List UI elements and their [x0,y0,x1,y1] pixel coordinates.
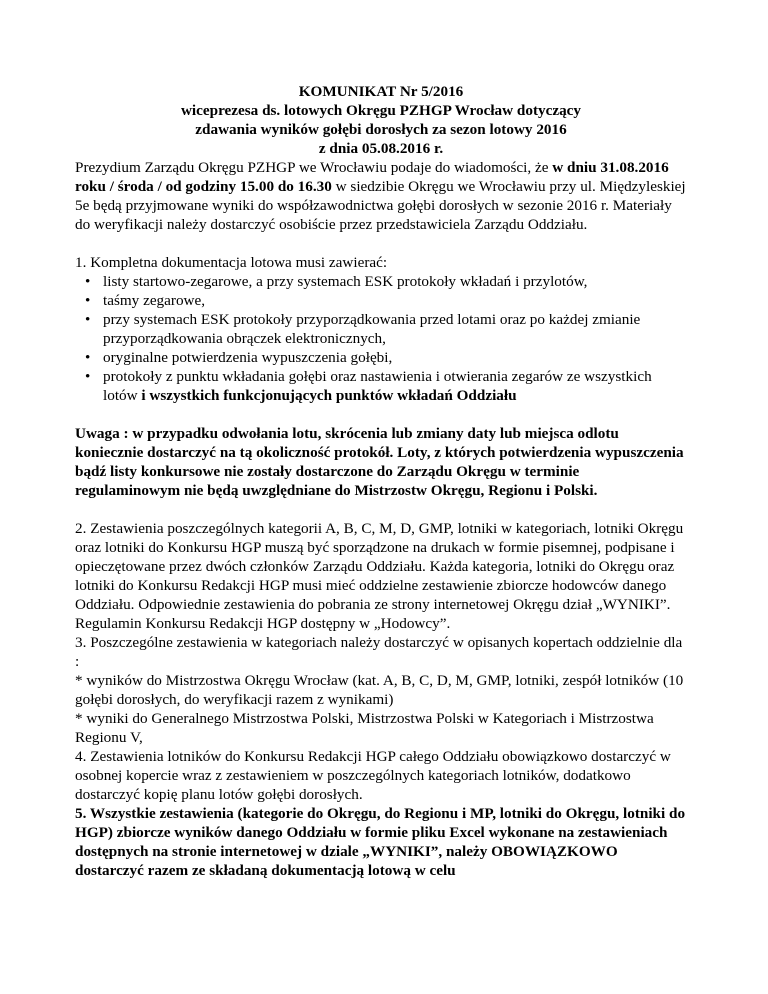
section-5-text: 5. Wszystkie zestawienia (kategorie do Okręgu, do Regionu i MP, lotniki do Okręgu, lotniki do HGP) zbiorcze wyników danego Oddziału w formie pliku Excel wykonane na zestawieniach dostępnych na stronie internetowej w dziale „WYNIKI”, należy OBOWIĄZKOWO dostarczyć razem ze składaną dokumentacją lotową w celu [75,805,686,879]
section-3-item-2: * wyniki do Generalnego Mistrzostwa Polski, Mistrzostwa Polski w Kategoriach i Mistrzostwa Regionu V, [75,710,654,746]
section-5-paragraph [75,804,687,880]
section-3-heading: 3. Poszczególne zestawienia w kategoriach należy dostarczyć w opisanych kopertach oddzielnie dla : [75,634,683,670]
title-line-3: zdawania wyników gołębi dorosłych za sezon lotowy 2016 [195,121,567,138]
section-2-paragraph: 2. Zestawienia poszczególnych kategorii A, B, C, M, D, GMP, lotniki w kategoriach, lotniki Okręgu oraz lotniki do Konkursu HGP muszą być sporządzone na drukach w formie pisemnej, podpisane i opieczętowane przez dwóch członków Zarządu Oddziału. Każda kategoria, lotniki do Okręgu oraz lotniki do Konkursu Redakcji HGP musi mieć oddzielne zestawienie zbiorcze hodowców danego Oddziału. Odpowiednie zestawienia do pobrania ze strony internetowej Okręgu dział „WYNIKI”. Regulamin Konkursu Redakcji HGP dostępny w „Hodowcy”. [75,520,684,632]
section-4-paragraph: 4. Zestawienia lotników do Konkursu Redakcji HGP całego Oddziału obowiązkowo dostarczyć w osobnej kopercie wraz z zestawieniem w poszczególnych kategoriach lotników, dodatkowo dostarczyć kopię planu lotów gołębi dorosłych. [75,748,671,803]
intro-date-bold: w dniu 31.08.2016 roku / środa / od godziny 15.00 do 16.30 [75,159,669,195]
list-item-text: protokoły z punktu wkładania gołębi oraz nastawienia i otwierania zegarów ze wszystkich lotów [103,368,652,404]
intro-paragraph [75,158,687,234]
list-item [75,367,687,405]
title-line-2: wiceprezesa ds. lotowych Okręgu PZHGP Wrocław dotyczący [180,102,582,119]
section-1-heading: 1. Kompletna dokumentacja lotowa musi zawierać: [75,254,388,271]
list-item-bold-text: i wszystkich funkcjonujących punktów wkładań Oddziału [141,387,517,404]
list-item: • oryginalne potwierdzenia wypuszczenia gołębi, [75,348,687,367]
title-line-1: KOMUNIKAT Nr 5/2016 [298,83,464,100]
list-item: • taśmy zegarowe, [75,291,687,310]
document-body [75,82,687,880]
intro-text-2: w siedzibie Okręgu we Wrocławiu przy ul. Międzyleskiej 5e będą przyjmowane wyniki do współzawodnictwa gołębi dorosłych w sezonie 2016 r. Materiały do weryfikacji należy dostarczyć osobiście przez przedstawiciela Zarządu Oddziału. [75,178,686,233]
documentation-list [75,272,687,405]
title-line-4: z dnia 05.08.2016 r. [318,140,444,157]
list-item: • przy systemach ESK protokoły przyporządkowania przed lotami oraz po każdej zmianie przyporządkowania obrączek elektronicznych, [75,310,687,348]
intro-text-1: Prezydium Zarządu Okręgu PZHGP we Wrocławiu podaje do wiadomości, że [75,159,553,176]
warning-text: Uwaga : w przypadku odwołania lotu, skrócenia lub zmiany daty lub miejsca odlotu koniecznie dostarczyć na tą okoliczność protokół. Loty, z których potwierdzenia wypuszczenia bądź listy konkursowe nie zostały dostarczone do Zarządu Okręgu w terminie regulaminowym nie będą uwzględniane do Mistrzostw Okręgu, Regionu i Polski. [75,425,684,499]
section-3-item-1: * wyników do Mistrzostwa Okręgu Wrocław (kat. A, B, C, D, M, GMP, lotniki, zespół lotników (10 gołębi dorosłych, do weryfikacji razem z wynikami) [75,672,684,708]
list-item: • listy startowo-zegarowe, a przy systemach ESK protokoły wkładań i przylotów, [75,272,687,291]
document-title [75,82,687,158]
warning-paragraph [75,424,687,500]
